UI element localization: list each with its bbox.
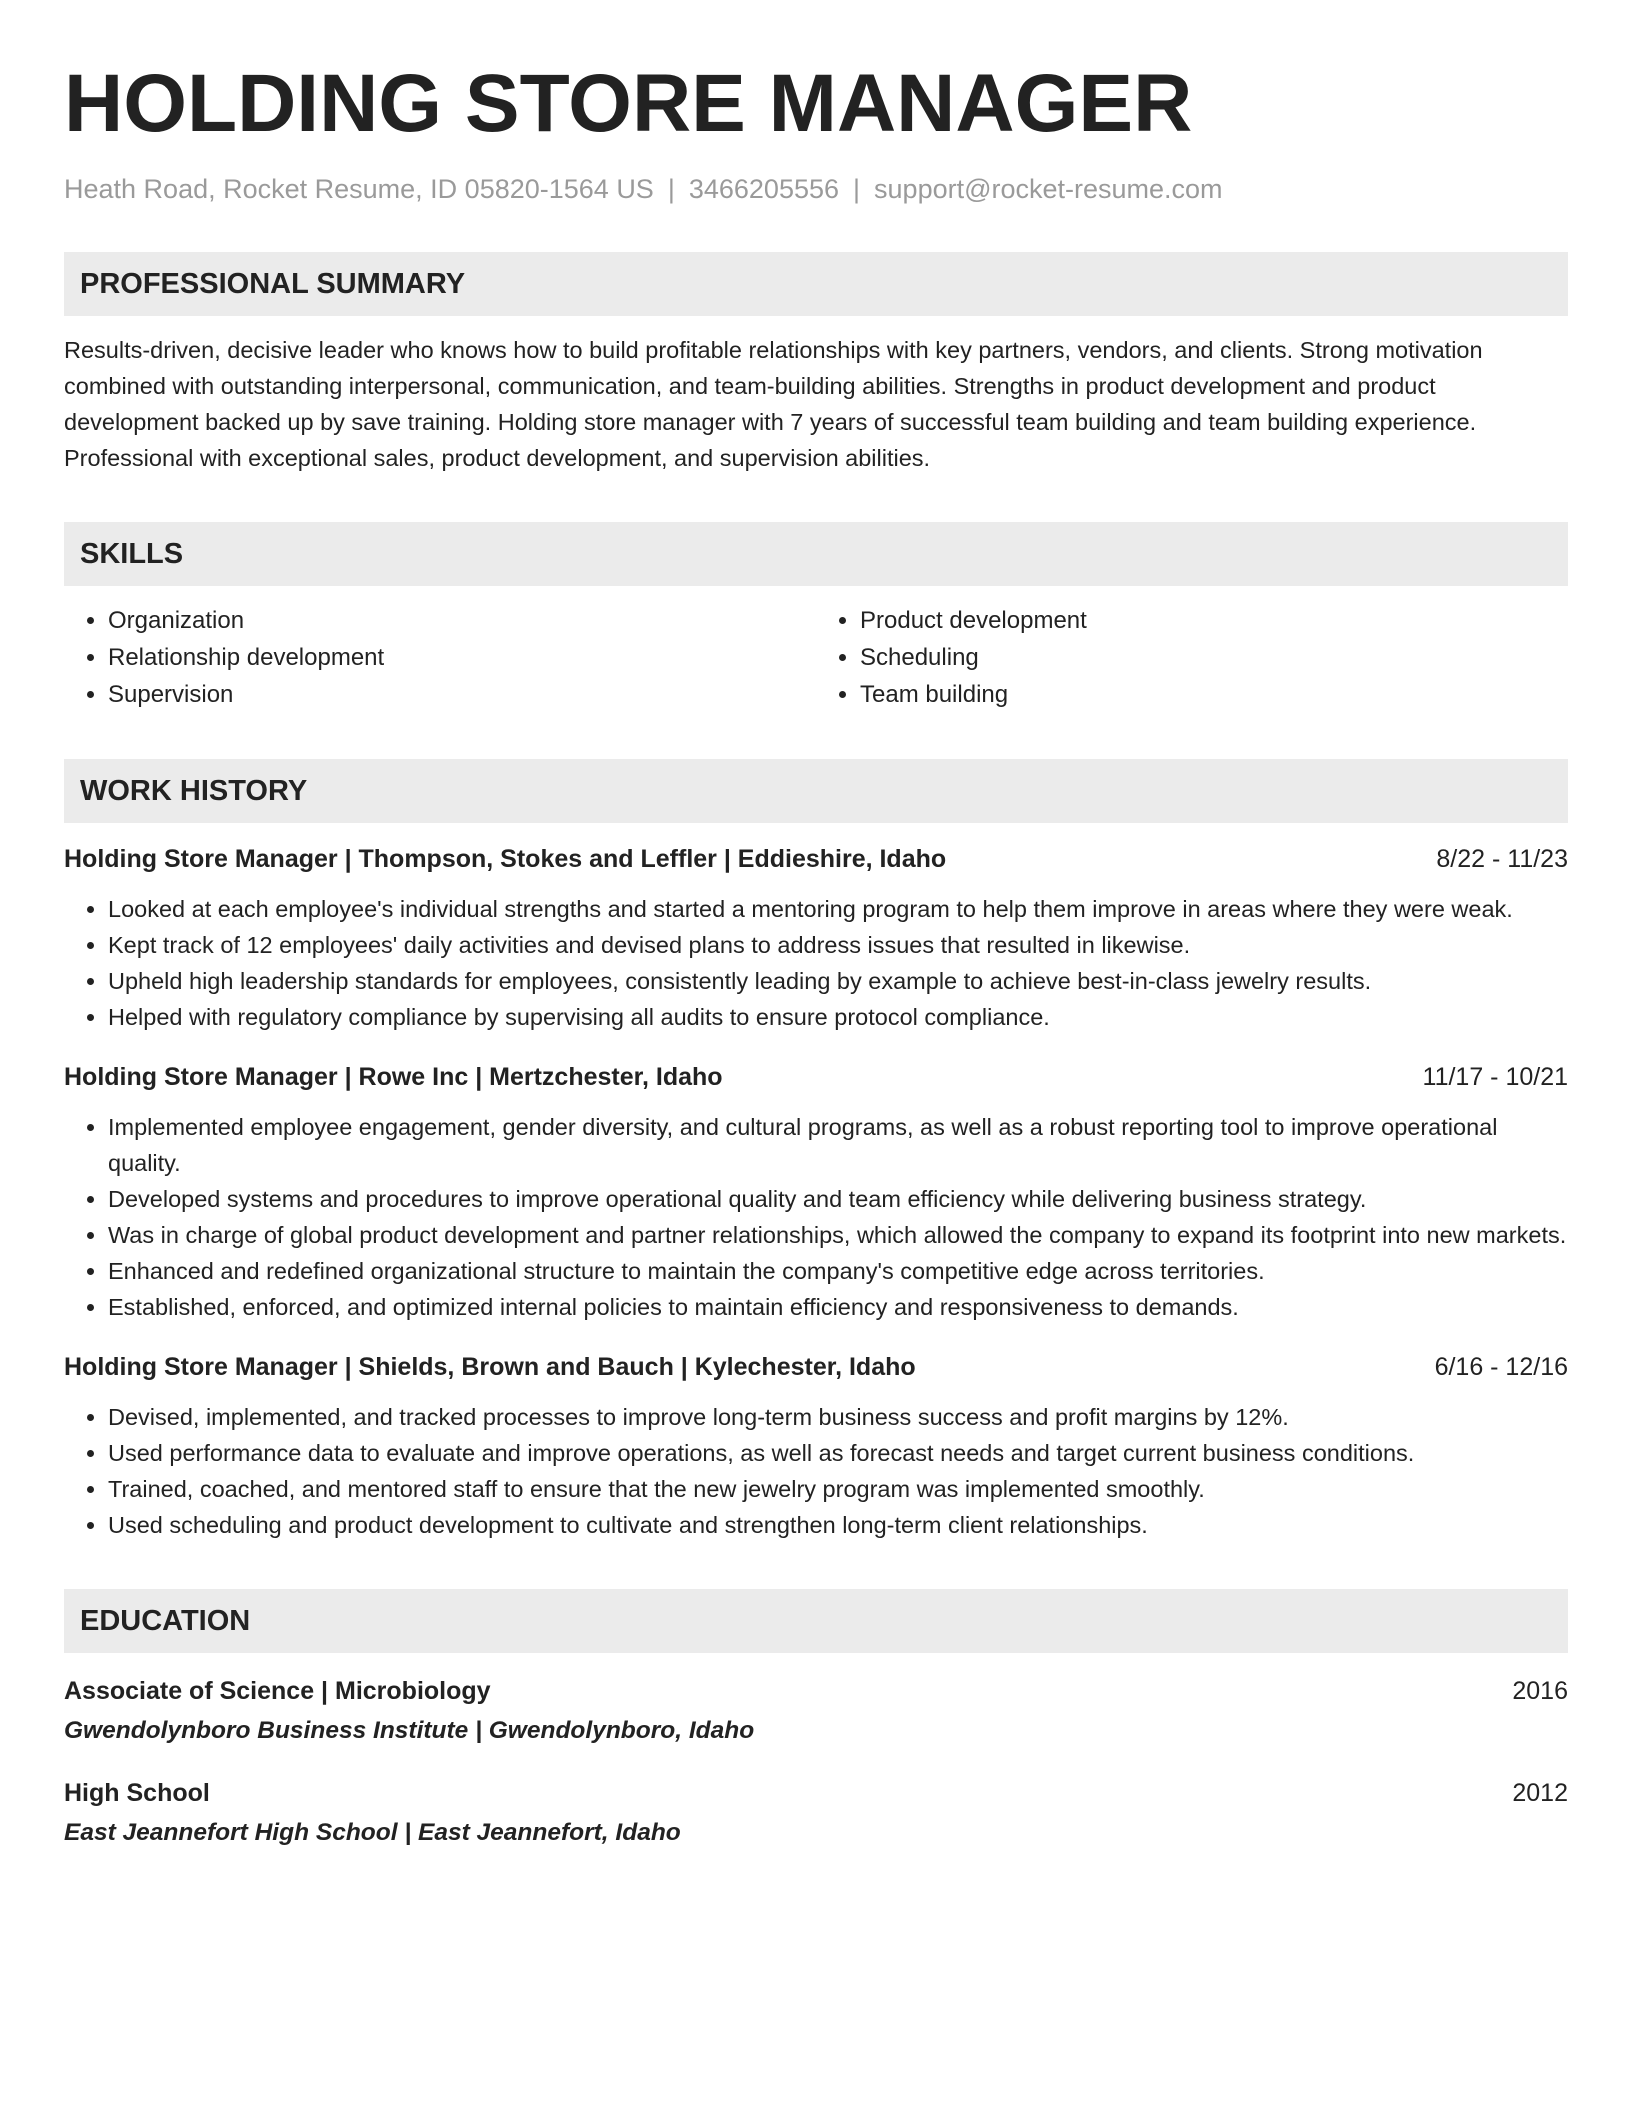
work-history <box>64 841 1568 1543</box>
job-bullets <box>64 1109 1568 1325</box>
education-header <box>64 1673 1568 1709</box>
job-title: Holding Store Manager | Rowe Inc | Mertzchester, Idaho <box>64 1063 723 1091</box>
contact-address: Heath Road, Rocket Resume, ID 05820-1564 US <box>64 174 654 204</box>
section-heading-skills: SKILLS <box>64 522 1568 586</box>
skill-item: • Supervision <box>108 676 816 713</box>
job-bullet: • Was in charge of global product development and partner relationships, which allowed the company to expand its footprint into new markets. <box>108 1217 1568 1253</box>
skill-item: • Relationship development <box>108 639 816 676</box>
skills-column-left <box>64 602 816 713</box>
job-bullets <box>64 1399 1568 1543</box>
job-bullet: • Enhanced and redefined organizational structure to maintain the company's competitive edge across territories. <box>108 1253 1568 1289</box>
skill-item: • Scheduling <box>860 639 1568 676</box>
job-bullet: • Devised, implemented, and tracked processes to improve long-term business success and profit margins by 12%. <box>108 1399 1568 1435</box>
education-degree: High School <box>64 1779 210 1807</box>
candidate-name: HOLDING STORE MANAGER <box>64 58 1193 149</box>
education-entry <box>64 1673 1568 1749</box>
job-entry <box>64 1059 1568 1325</box>
contact-line <box>64 172 1568 206</box>
skill-item: • Organization <box>108 602 816 639</box>
job-bullet: • Kept track of 12 employees' daily activities and devised plans to address issues that resulted in likewise. <box>108 927 1568 963</box>
contact-email: support@rocket-resume.com <box>874 174 1223 204</box>
education-degree: Associate of Science | Microbiology <box>64 1677 491 1705</box>
education-list <box>64 1673 1568 1851</box>
job-dates: 11/17 - 10/21 <box>1422 1063 1568 1091</box>
job-bullet: • Used performance data to evaluate and improve operations, as well as forecast needs and target current business conditions. <box>108 1435 1568 1471</box>
job-header <box>64 841 1568 877</box>
job-bullets <box>64 891 1568 1035</box>
summary-text: Results-driven, decisive leader who knows how to build profitable relationships with key partners, vendors, and clients. Strong motivation combined with outstanding interpersonal, communication, and team-building abilities. Strengths in product development and product development backed up by save training. Holding store manager with 7 years of successful team building and team building experience. Professional with exceptional sales, product development, and supervision abilities. <box>64 337 1483 471</box>
education-header <box>64 1775 1568 1811</box>
skill-item: • Team building <box>860 676 1568 713</box>
job-title: Holding Store Manager | Shields, Brown and Bauch | Kylechester, Idaho <box>64 1353 916 1381</box>
section-heading-summary: PROFESSIONAL SUMMARY <box>64 252 1568 316</box>
education-year: 2016 <box>1512 1677 1568 1705</box>
job-bullet: • Looked at each employee's individual strengths and started a mentoring program to help them improve in areas where they were weak. <box>108 891 1568 927</box>
job-dates: 8/22 - 11/23 <box>1436 845 1568 873</box>
job-header <box>64 1059 1568 1095</box>
skills-list <box>64 602 1568 713</box>
job-dates: 6/16 - 12/16 <box>1434 1353 1568 1381</box>
job-bullet: • Helped with regulatory compliance by supervising all audits to ensure protocol compliance. <box>108 999 1568 1035</box>
education-entry <box>64 1775 1568 1851</box>
job-bullet: • Used scheduling and product development to cultivate and strengthen long-term client relationships. <box>108 1507 1568 1543</box>
job-bullet: • Implemented employee engagement, gender diversity, and cultural programs, as well as a robust reporting tool to improve operational quality. <box>108 1109 1568 1181</box>
skills-column-right <box>816 602 1568 713</box>
contact-phone: 3466205556 <box>688 174 840 204</box>
section-heading-education: EDUCATION <box>64 1589 1568 1653</box>
job-entry <box>64 1349 1568 1543</box>
job-header <box>64 1349 1568 1385</box>
contact-separator: | <box>853 174 861 204</box>
education-year: 2012 <box>1512 1779 1568 1807</box>
skill-item: • Product development <box>860 602 1568 639</box>
job-bullet: • Developed systems and procedures to improve operational quality and team efficiency while delivering business strategy. <box>108 1181 1568 1217</box>
education-school: East Jeannefort High School | East Jeannefort, Idaho <box>64 1819 681 1846</box>
job-bullet: • Trained, coached, and mentored staff to ensure that the new jewelry program was implemented smoothly. <box>108 1471 1568 1507</box>
education-school: Gwendolynboro Business Institute | Gwendolynboro, Idaho <box>64 1717 755 1744</box>
job-entry <box>64 841 1568 1035</box>
section-heading-work-history: WORK HISTORY <box>64 759 1568 823</box>
job-title: Holding Store Manager | Thompson, Stokes and Leffler | Eddieshire, Idaho <box>64 845 947 873</box>
job-bullet: • Established, enforced, and optimized internal policies to maintain efficiency and responsiveness to demands. <box>108 1289 1568 1325</box>
contact-separator: | <box>667 174 675 204</box>
job-bullet: • Upheld high leadership standards for employees, consistently leading by example to achieve best-in-class jewelry results. <box>108 963 1568 999</box>
